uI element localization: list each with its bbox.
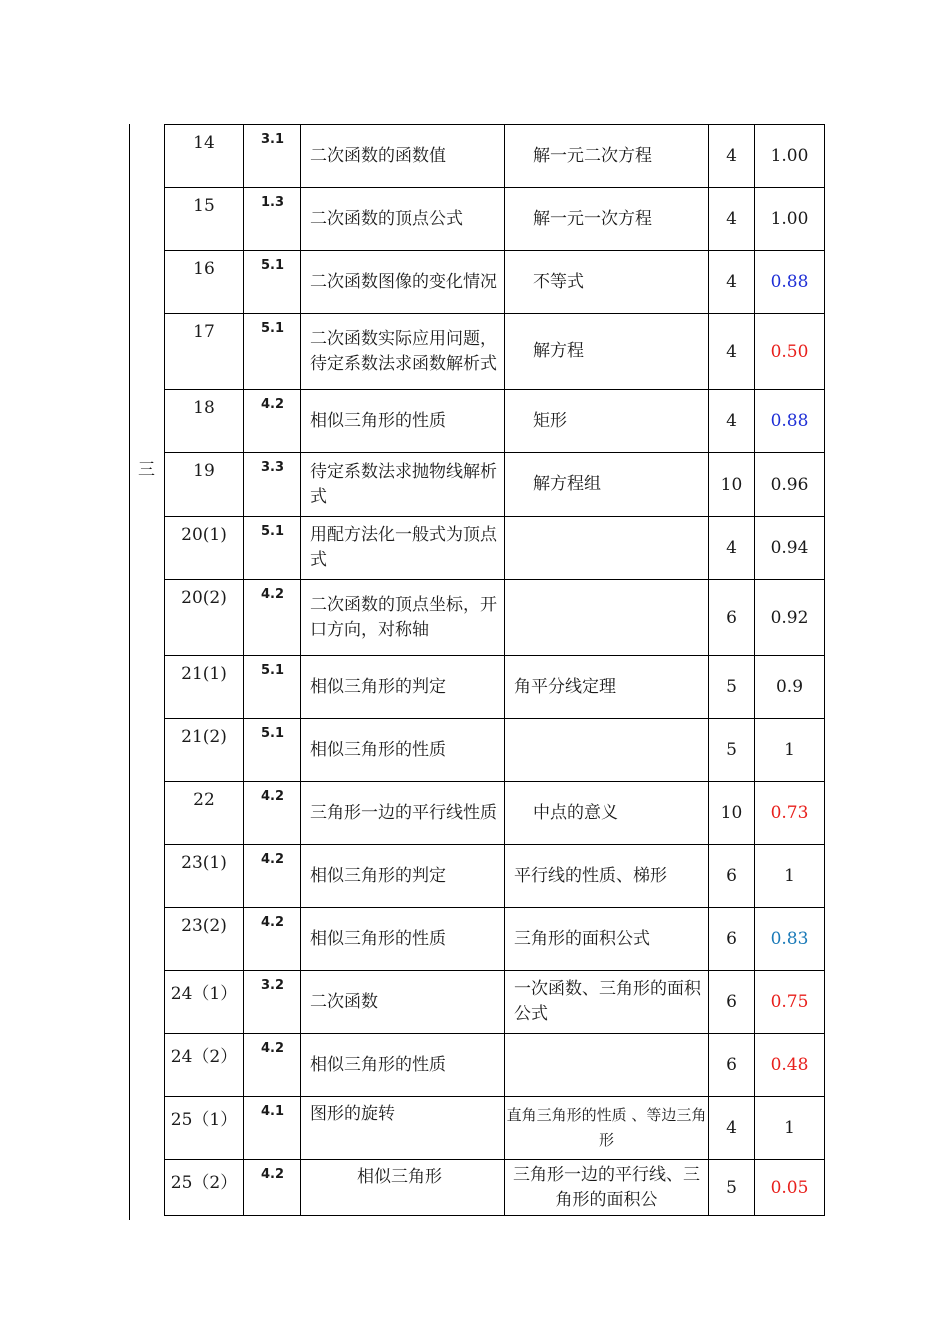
related-knowledge: 解一元二次方程 [505,125,709,188]
score-rate: 0.88 [755,390,825,453]
score-rate: 0.50 [755,314,825,390]
score: 5 [709,656,755,719]
knowledge-point: 二次函数图像的变化情况 [301,251,505,314]
objective-code: 4.2 [244,390,301,453]
table-row [165,390,825,453]
objective-code: 5.1 [244,719,301,782]
score-rate: 1.00 [755,125,825,188]
score-rate: 0.9 [755,656,825,719]
table-row [165,314,825,390]
score: 4 [709,390,755,453]
related-knowledge [505,580,709,656]
related-knowledge [505,1034,709,1097]
question-analysis-table [164,124,825,1216]
related-knowledge [505,719,709,782]
knowledge-point: 二次函数的顶点坐标，开口方向，对称轴 [301,580,505,656]
objective-code: 5.1 [244,251,301,314]
section-divider-line [129,124,130,1220]
knowledge-point: 三角形一边的平行线性质 [301,782,505,845]
question-number: 14 [165,125,244,188]
knowledge-point: 相似三角形的判定 [301,656,505,719]
objective-code: 4.2 [244,845,301,908]
score: 4 [709,314,755,390]
score: 5 [709,719,755,782]
question-number: 25（2） [165,1160,244,1216]
score: 10 [709,453,755,517]
table-row [165,188,825,251]
related-knowledge: 解一元一次方程 [505,188,709,251]
question-number: 17 [165,314,244,390]
table-row [165,719,825,782]
question-number: 18 [165,390,244,453]
objective-code: 5.1 [244,656,301,719]
knowledge-point: 相似三角形的性质 [301,719,505,782]
table-row [165,251,825,314]
score-rate: 0.96 [755,453,825,517]
score-rate: 0.92 [755,580,825,656]
table-row [165,453,825,517]
score: 6 [709,845,755,908]
related-knowledge: 解方程组 [505,453,709,517]
related-knowledge: 中点的意义 [505,782,709,845]
objective-code: 4.2 [244,1160,301,1216]
related-knowledge: 直角三角形的性质 、等边三角形 [505,1097,709,1160]
objective-code: 4.2 [244,580,301,656]
knowledge-point: 相似三角形的性质 [301,908,505,971]
related-knowledge: 一次函数、三角形的面积公式 [505,971,709,1034]
score-rate: 0.88 [755,251,825,314]
related-knowledge: 不等式 [505,251,709,314]
objective-code: 5.1 [244,517,301,580]
related-knowledge: 矩形 [505,390,709,453]
section-label: 三 [138,460,155,480]
objective-code: 3.2 [244,971,301,1034]
related-knowledge: 三角形的面积公式 [505,908,709,971]
score-rate: 1 [755,845,825,908]
question-number: 23(1) [165,845,244,908]
question-number: 16 [165,251,244,314]
question-number: 23(2) [165,908,244,971]
knowledge-point: 相似三角形 [301,1160,505,1216]
score-rate: 0.83 [755,908,825,971]
table-row [165,908,825,971]
table-row [165,782,825,845]
score: 4 [709,251,755,314]
question-number: 19 [165,453,244,517]
objective-code: 3.3 [244,453,301,517]
objective-code: 4.2 [244,908,301,971]
score-rate: 0.48 [755,1034,825,1097]
score-rate: 1 [755,719,825,782]
table-row [165,971,825,1034]
table-row [165,1160,825,1216]
question-number: 24（1） [165,971,244,1034]
question-number: 15 [165,188,244,251]
score: 10 [709,782,755,845]
related-knowledge: 三角形一边的平行线、三角形的面积公 [505,1160,709,1216]
score-rate: 0.75 [755,971,825,1034]
score-rate: 0.05 [755,1160,825,1216]
knowledge-point: 相似三角形的性质 [301,390,505,453]
question-number: 21(2) [165,719,244,782]
knowledge-point: 二次函数 [301,971,505,1034]
knowledge-point: 相似三角形的性质 [301,1034,505,1097]
objective-code: 4.2 [244,1034,301,1097]
score: 4 [709,517,755,580]
related-knowledge: 平行线的性质、梯形 [505,845,709,908]
score: 4 [709,188,755,251]
score-rate: 0.73 [755,782,825,845]
score: 6 [709,971,755,1034]
score: 6 [709,908,755,971]
score: 4 [709,1097,755,1160]
table-row [165,580,825,656]
score: 6 [709,1034,755,1097]
knowledge-point: 图形的旋转 [301,1097,505,1160]
table-row [165,1097,825,1160]
question-number: 20(2) [165,580,244,656]
question-number: 20(1) [165,517,244,580]
knowledge-point: 待定系数法求抛物线解析式 [301,453,505,517]
table-row [165,1034,825,1097]
score-rate: 1.00 [755,188,825,251]
question-number: 25（1） [165,1097,244,1160]
table-row [165,845,825,908]
score-rate: 0.94 [755,517,825,580]
related-knowledge: 解方程 [505,314,709,390]
objective-code: 5.1 [244,314,301,390]
related-knowledge: 角平分线定理 [505,656,709,719]
objective-code: 4.2 [244,782,301,845]
knowledge-point: 相似三角形的判定 [301,845,505,908]
objective-code: 4.1 [244,1097,301,1160]
question-number: 24（2） [165,1034,244,1097]
question-number: 21(1) [165,656,244,719]
table-row [165,656,825,719]
knowledge-point: 二次函数的函数值 [301,125,505,188]
objective-code: 1.3 [244,188,301,251]
score: 4 [709,125,755,188]
score-rate: 1 [755,1097,825,1160]
score: 5 [709,1160,755,1216]
knowledge-point: 二次函数实际应用问题，待定系数法求函数解析式 [301,314,505,390]
score: 6 [709,580,755,656]
table-row [165,517,825,580]
question-number: 22 [165,782,244,845]
table-row [165,125,825,188]
knowledge-point: 二次函数的顶点公式 [301,188,505,251]
knowledge-point: 用配方法化一般式为顶点式 [301,517,505,580]
related-knowledge [505,517,709,580]
objective-code: 3.1 [244,125,301,188]
